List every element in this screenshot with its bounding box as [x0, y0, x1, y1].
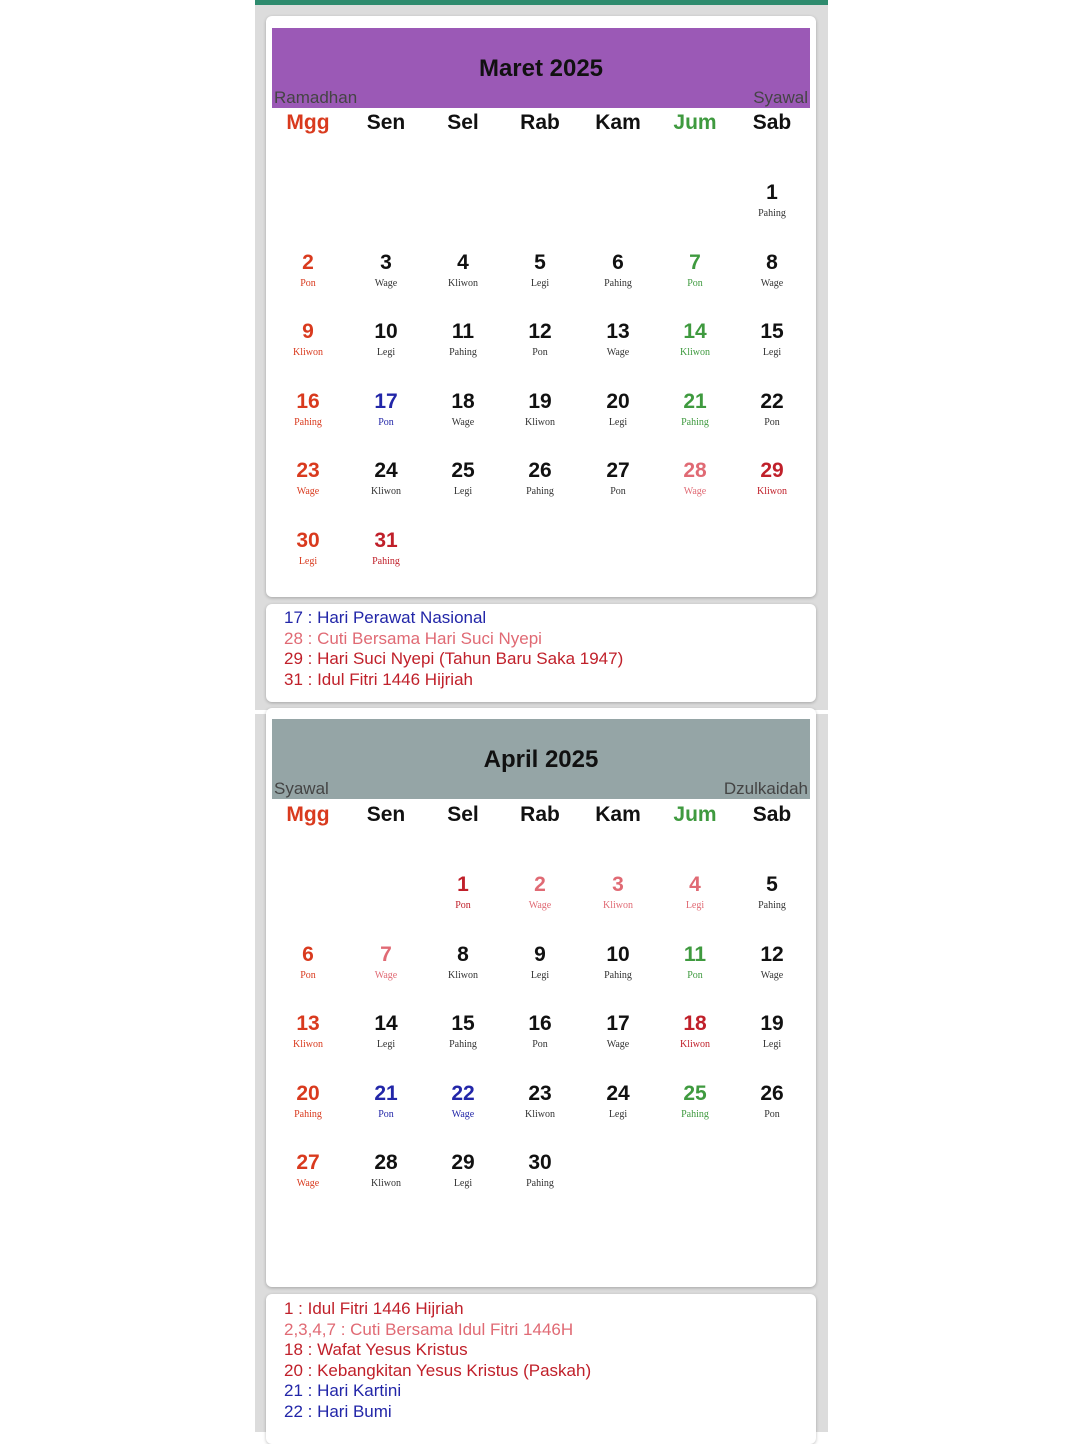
- pasaran-label: Pahing: [758, 208, 786, 219]
- weekday-header-sen: Sen: [366, 111, 406, 134]
- pasaran-label: Wage: [451, 416, 475, 428]
- day-number: 23: [528, 1081, 552, 1105]
- weekday-header-sel: Sel: [447, 111, 479, 134]
- day-number: 4: [457, 250, 469, 274]
- day-number: 15: [760, 320, 784, 343]
- day-number: 8: [457, 942, 469, 966]
- weekday-header-rab: Rab: [520, 111, 560, 134]
- day-number: 1: [766, 181, 778, 204]
- holiday-note: 31 : Idul Fitri 1446 Hijriah: [284, 669, 473, 689]
- pasaran-label: Legi: [453, 1178, 473, 1189]
- month-header-april: [272, 719, 810, 799]
- pasaran-label: Legi: [530, 277, 550, 289]
- weekday-header-rab: Rab: [520, 803, 560, 826]
- day-cell[interactable]: [660, 1082, 730, 1122]
- day-number: 11: [451, 320, 475, 343]
- pasaran-label: Pahing: [758, 900, 786, 911]
- day-cell[interactable]: [273, 1012, 343, 1052]
- day-number: 24: [374, 459, 398, 482]
- day-number: 19: [760, 1012, 784, 1035]
- day-cell[interactable]: [737, 181, 807, 221]
- pasaran-label: Pon: [532, 1039, 548, 1050]
- hijri-month-end: Dzulkaidah: [723, 779, 808, 798]
- month-header-march: [272, 28, 810, 108]
- pasaran-label: Pahing: [294, 1108, 322, 1120]
- day-cell[interactable]: [428, 320, 498, 360]
- pasaran-label: Legi: [685, 900, 705, 911]
- day-number: 14: [683, 320, 707, 343]
- pasaran-label: Wage: [760, 277, 784, 289]
- day-number: 4: [689, 873, 701, 896]
- day-cell[interactable]: [583, 1082, 653, 1122]
- hijri-month-start: Ramadhan: [274, 88, 358, 107]
- day-number: 18: [683, 1012, 707, 1035]
- pasaran-label: Legi: [298, 555, 318, 567]
- holiday-note: 29 : Hari Suci Nyepi (Tahun Baru Saka 1947): [284, 649, 624, 669]
- pasaran-label: Wage: [296, 1178, 320, 1189]
- weekday-header-sen: Sen: [366, 803, 406, 826]
- weekday-header-sab: Sab: [752, 111, 792, 134]
- day-number: 9: [302, 320, 314, 343]
- day-cell[interactable]: [351, 320, 421, 360]
- day-number: 13: [606, 320, 630, 343]
- pasaran-label: Pon: [378, 1108, 394, 1120]
- pasaran-label: Pahing: [449, 1039, 477, 1050]
- pasaran-label: Kliwon: [448, 277, 478, 289]
- pasaran-label: Wage: [683, 486, 707, 497]
- pasaran-label: Pon: [687, 969, 703, 981]
- day-number: 21: [683, 389, 707, 413]
- day-cell[interactable]: [737, 390, 807, 430]
- weekday-header-mgg: Mgg: [286, 803, 330, 826]
- day-number: 9: [534, 942, 546, 966]
- day-number: 26: [760, 1081, 784, 1105]
- pasaran-label: Legi: [530, 969, 550, 981]
- day-cell[interactable]: [660, 390, 730, 430]
- pasaran-label: Pon: [687, 277, 703, 289]
- day-number: 25: [451, 459, 475, 482]
- day-number: 6: [612, 250, 624, 274]
- pasaran-label: Pahing: [372, 555, 400, 567]
- pasaran-label: Kliwon: [448, 969, 478, 981]
- day-number: 12: [760, 942, 784, 966]
- day-cell[interactable]: [583, 873, 653, 913]
- pasaran-label: Pon: [455, 900, 471, 911]
- day-cell[interactable]: [583, 943, 653, 983]
- day-number: 7: [689, 250, 701, 274]
- day-cell[interactable]: [583, 251, 653, 291]
- pasaran-label: Kliwon: [603, 900, 633, 911]
- holiday-notes-march: [284, 608, 623, 690]
- pasaran-label: Pon: [300, 277, 316, 289]
- day-number: 8: [766, 250, 778, 274]
- day-number: 22: [451, 1081, 475, 1105]
- day-cell[interactable]: [737, 251, 807, 291]
- day-number: 30: [528, 1151, 552, 1174]
- pasaran-label: Kliwon: [371, 486, 401, 497]
- pasaran-label: Legi: [376, 347, 396, 358]
- day-cell[interactable]: [737, 1082, 807, 1122]
- pasaran-label: Kliwon: [293, 347, 323, 358]
- pasaran-label: Kliwon: [680, 347, 710, 358]
- holiday-note: 18 : Wafat Yesus Kristus: [284, 1340, 468, 1360]
- pasaran-label: Kliwon: [371, 1178, 401, 1189]
- day-number: 7: [380, 942, 392, 966]
- day-cell[interactable]: [737, 459, 807, 499]
- day-number: 17: [374, 389, 398, 413]
- month-title: Maret 2025: [478, 55, 604, 82]
- pasaran-label: Pahing: [681, 1108, 709, 1120]
- weekday-header-sab: Sab: [752, 803, 792, 826]
- day-cell[interactable]: [351, 1012, 421, 1052]
- day-number: 14: [374, 1012, 398, 1035]
- holiday-note: 20 : Kebangkitan Yesus Kristus (Paskah): [284, 1360, 592, 1380]
- day-cell[interactable]: [428, 1151, 498, 1191]
- day-cell[interactable]: [428, 251, 498, 291]
- weekday-header-kam: Kam: [595, 803, 641, 826]
- pasaran-label: Legi: [608, 416, 628, 428]
- day-cell[interactable]: [737, 320, 807, 360]
- pasaran-label: Pon: [300, 969, 316, 981]
- day-number: 26: [528, 459, 552, 482]
- day-cell[interactable]: [505, 1012, 575, 1052]
- hijri-month-start: Syawal: [274, 779, 329, 798]
- pasaran-label: Pon: [764, 1108, 780, 1120]
- day-number: 30: [296, 528, 320, 552]
- day-cell[interactable]: [351, 943, 421, 983]
- day-number: 29: [760, 459, 784, 482]
- month-title: April 2025: [483, 746, 599, 773]
- day-number: 22: [760, 389, 784, 413]
- day-number: 6: [302, 942, 314, 966]
- day-cell[interactable]: [428, 943, 498, 983]
- day-cell[interactable]: [660, 459, 730, 499]
- day-number: 5: [534, 250, 546, 274]
- day-number: 3: [612, 873, 624, 896]
- day-number: 29: [451, 1151, 475, 1174]
- day-cell[interactable]: [351, 459, 421, 499]
- day-cell[interactable]: [351, 529, 421, 569]
- day-number: 19: [528, 389, 552, 413]
- day-cell[interactable]: [273, 943, 343, 983]
- day-cell[interactable]: [737, 873, 807, 913]
- day-number: 27: [296, 1151, 320, 1174]
- pasaran-label: Pon: [532, 347, 548, 358]
- pasaran-label: Pon: [378, 416, 394, 428]
- day-number: 20: [296, 1081, 320, 1105]
- day-number: 16: [528, 1012, 552, 1035]
- day-number: 31: [374, 528, 398, 552]
- day-cell[interactable]: [583, 390, 653, 430]
- day-number: 5: [766, 873, 778, 896]
- pasaran-label: Pahing: [526, 1178, 554, 1189]
- day-cell[interactable]: [273, 459, 343, 499]
- day-number: 10: [374, 320, 398, 343]
- day-number: 3: [380, 250, 392, 274]
- pasaran-label: Legi: [453, 486, 473, 497]
- day-cell[interactable]: [505, 459, 575, 499]
- pasaran-label: Pahing: [526, 486, 554, 497]
- day-cell[interactable]: [428, 1012, 498, 1052]
- day-cell[interactable]: [351, 1082, 421, 1122]
- day-number: 16: [296, 389, 320, 413]
- pasaran-label: Kliwon: [757, 486, 787, 497]
- day-cell[interactable]: [583, 459, 653, 499]
- day-number: 23: [296, 459, 320, 482]
- weekday-header-sel: Sel: [447, 803, 479, 826]
- day-cell[interactable]: [351, 251, 421, 291]
- day-number: 28: [374, 1151, 398, 1174]
- day-cell[interactable]: [428, 390, 498, 430]
- day-number: 12: [528, 320, 552, 343]
- day-number: 21: [374, 1081, 398, 1105]
- holiday-note: 17 : Hari Perawat Nasional: [284, 608, 487, 627]
- day-cell[interactable]: [505, 1082, 575, 1122]
- day-number: 20: [606, 389, 630, 413]
- day-cell[interactable]: [660, 251, 730, 291]
- holiday-note: 2,3,4,7 : Cuti Bersama Idul Fitri 1446H: [284, 1319, 574, 1339]
- day-number: 18: [451, 389, 475, 413]
- day-number: 25: [683, 1081, 707, 1105]
- day-number: 2: [534, 873, 546, 896]
- day-number: 24: [606, 1081, 630, 1105]
- day-cell[interactable]: [505, 320, 575, 360]
- day-cell[interactable]: [660, 320, 730, 360]
- day-cell[interactable]: [273, 1082, 343, 1122]
- day-cell[interactable]: [273, 390, 343, 430]
- day-cell[interactable]: [273, 529, 343, 569]
- weekday-header-jum: Jum: [673, 803, 717, 826]
- day-number: 27: [606, 459, 630, 482]
- pasaran-label: Pahing: [294, 416, 322, 428]
- pasaran-label: Wage: [296, 486, 320, 497]
- holiday-note: 22 : Hari Bumi: [284, 1401, 392, 1421]
- day-cell[interactable]: [505, 1151, 575, 1191]
- pasaran-label: Legi: [762, 1039, 782, 1050]
- day-cell[interactable]: [428, 459, 498, 499]
- day-cell[interactable]: [273, 251, 343, 291]
- weekday-header-jum: Jum: [673, 111, 717, 134]
- day-cell[interactable]: [737, 1012, 807, 1052]
- pasaran-label: Wage: [374, 277, 398, 289]
- holiday-notes-april: [284, 1299, 591, 1423]
- pasaran-label: Wage: [760, 969, 784, 981]
- day-cell[interactable]: [583, 320, 653, 360]
- day-cell[interactable]: [505, 251, 575, 291]
- day-number: 10: [606, 942, 630, 966]
- pasaran-label: Kliwon: [680, 1039, 710, 1050]
- pasaran-label: Pon: [610, 486, 626, 497]
- day-cell[interactable]: [737, 943, 807, 983]
- day-cell[interactable]: [505, 943, 575, 983]
- day-cell[interactable]: [273, 1151, 343, 1191]
- pasaran-label: Kliwon: [525, 416, 555, 428]
- day-cell[interactable]: [505, 390, 575, 430]
- pasaran-label: Legi: [608, 1108, 628, 1120]
- day-cell[interactable]: [660, 1012, 730, 1052]
- pasaran-label: Wage: [606, 1039, 630, 1050]
- weekday-header-kam: Kam: [595, 111, 641, 134]
- day-cell[interactable]: [351, 1151, 421, 1191]
- day-number: 15: [451, 1012, 475, 1035]
- day-cell[interactable]: [505, 873, 575, 913]
- pasaran-label: Wage: [528, 900, 552, 911]
- hijri-month-end: Syawal: [753, 88, 808, 107]
- holiday-note: 28 : Cuti Bersama Hari Suci Nyepi: [284, 628, 542, 648]
- pasaran-label: Kliwon: [293, 1039, 323, 1050]
- day-number: 28: [683, 459, 707, 482]
- pasaran-label: Wage: [606, 347, 630, 358]
- pasaran-label: Legi: [762, 347, 782, 358]
- day-cell[interactable]: [273, 320, 343, 360]
- holiday-note: 1 : Idul Fitri 1446 Hijriah: [284, 1299, 464, 1318]
- pasaran-label: Pon: [764, 416, 780, 428]
- day-cell[interactable]: [428, 1082, 498, 1122]
- pasaran-label: Pahing: [604, 277, 632, 289]
- holiday-note: 21 : Hari Kartini: [284, 1381, 402, 1401]
- day-cell[interactable]: [428, 873, 498, 913]
- day-number: 1: [457, 873, 469, 896]
- pasaran-label: Wage: [451, 1108, 475, 1120]
- day-cell[interactable]: [660, 873, 730, 913]
- pasaran-label: Legi: [376, 1039, 396, 1050]
- pasaran-label: Pahing: [604, 969, 632, 981]
- day-number: 13: [296, 1012, 320, 1035]
- day-number: 17: [606, 1012, 630, 1035]
- day-number: 2: [302, 250, 314, 274]
- pasaran-label: Kliwon: [525, 1108, 555, 1120]
- day-cell[interactable]: [351, 390, 421, 430]
- day-number: 11: [683, 942, 707, 966]
- pasaran-label: Wage: [374, 969, 398, 981]
- day-cell[interactable]: [583, 1012, 653, 1052]
- weekday-header-mgg: Mgg: [286, 111, 330, 134]
- day-cell[interactable]: [660, 943, 730, 983]
- pasaran-label: Pahing: [681, 416, 709, 428]
- pasaran-label: Pahing: [449, 347, 477, 358]
